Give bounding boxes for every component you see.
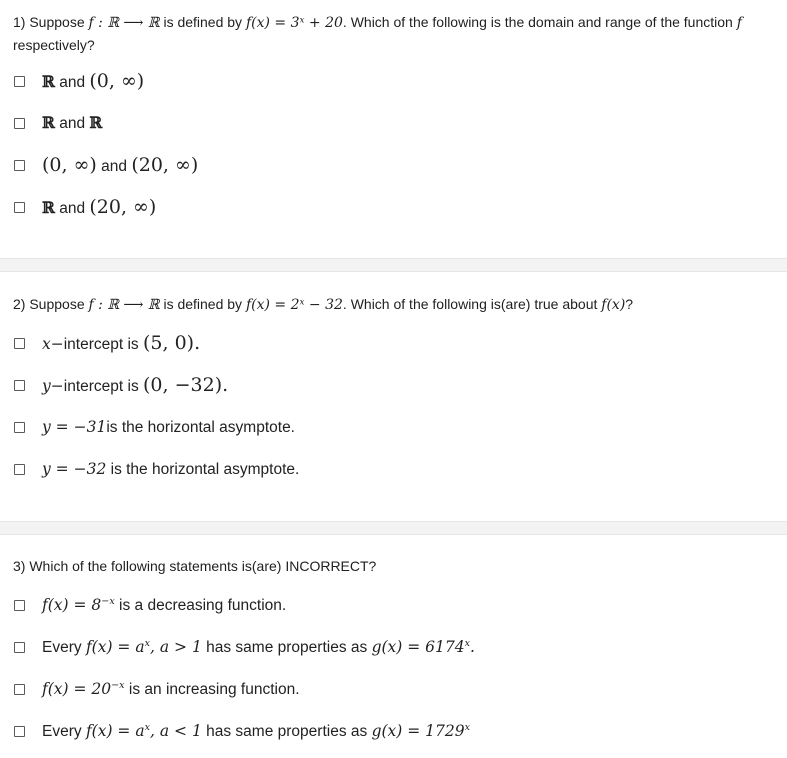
q2-option-1-label: x−intercept is (5, 0). <box>42 332 201 354</box>
question-2 <box>0 272 787 522</box>
q3-option-2-label: Every $f(x) = a^x$, a > 1 has same properties as $g(x) = 6174^x$. <box>42 637 475 656</box>
q2-option-4-label: y = −32 is the horizontal asymptote. <box>42 459 300 478</box>
q1-option-3[interactable] <box>14 151 198 179</box>
checkbox[interactable] <box>14 380 25 391</box>
section-divider <box>0 258 787 272</box>
q2-option-1[interactable] <box>14 329 200 357</box>
q1-option-1[interactable] <box>14 67 144 95</box>
checkbox[interactable] <box>14 642 25 653</box>
q3-option-1[interactable] <box>14 591 286 619</box>
question-3-text: 3) Which of the following statements is(are) INCORRECT? <box>13 558 377 574</box>
q2-option-2[interactable] <box>14 371 228 399</box>
q2-option-2-label: y−intercept is (0, −32). <box>42 374 229 396</box>
section-divider <box>0 521 787 535</box>
q3-option-4-label: Every $f(x) = a^x$, a < 1 has same properties as $g(x) = 1729^x$ <box>42 721 471 740</box>
q1-option-3-label: (0, ∞) and (20, ∞) <box>42 154 199 176</box>
q1-option-2[interactable] <box>14 109 102 137</box>
checkbox[interactable] <box>14 422 25 433</box>
checkbox[interactable] <box>14 684 25 695</box>
checkbox[interactable] <box>14 338 25 349</box>
q3-option-2[interactable] <box>14 633 475 661</box>
checkbox[interactable] <box>14 726 25 737</box>
checkbox[interactable] <box>14 464 25 475</box>
q2-option-3-label: y = −31is the horizontal asymptote. <box>42 417 295 436</box>
q1-option-1-label: ℝ and (0, ∞) <box>42 70 145 92</box>
q1-option-4-label: ℝ and (20, ∞) <box>42 196 157 218</box>
checkbox[interactable] <box>14 202 25 213</box>
checkbox[interactable] <box>14 600 25 611</box>
q2-option-3[interactable] <box>14 413 295 441</box>
checkbox[interactable] <box>14 118 25 129</box>
q3-option-3-label: $f(x) = 20^{-x}$ is an increasing function. <box>42 679 300 698</box>
question-3 <box>0 535 787 758</box>
question-1 <box>0 0 787 258</box>
q3-option-4[interactable] <box>14 717 470 745</box>
q1-option-2-label: ℝ and ℝ <box>42 113 103 132</box>
checkbox[interactable] <box>14 76 25 87</box>
question-2-text: 2) Suppose f : ℝ ⟶ ℝ is defined by f(x) = 2ˣ − 32. Which of the following is(are) true about f(x)? <box>13 296 634 313</box>
checkbox[interactable] <box>14 160 25 171</box>
q1-option-4[interactable] <box>14 193 156 221</box>
q3-option-1-label: $f(x) = 8^{-x}$ is a decreasing function. <box>42 595 287 614</box>
q3-option-3[interactable] <box>14 675 300 703</box>
question-1-text: 1) Suppose f : ℝ ⟶ ℝ is defined by f(x) = 3ˣ + 20. Which of the following is the domain and range of the function f respectively? <box>13 14 742 53</box>
q2-option-4[interactable] <box>14 455 299 483</box>
